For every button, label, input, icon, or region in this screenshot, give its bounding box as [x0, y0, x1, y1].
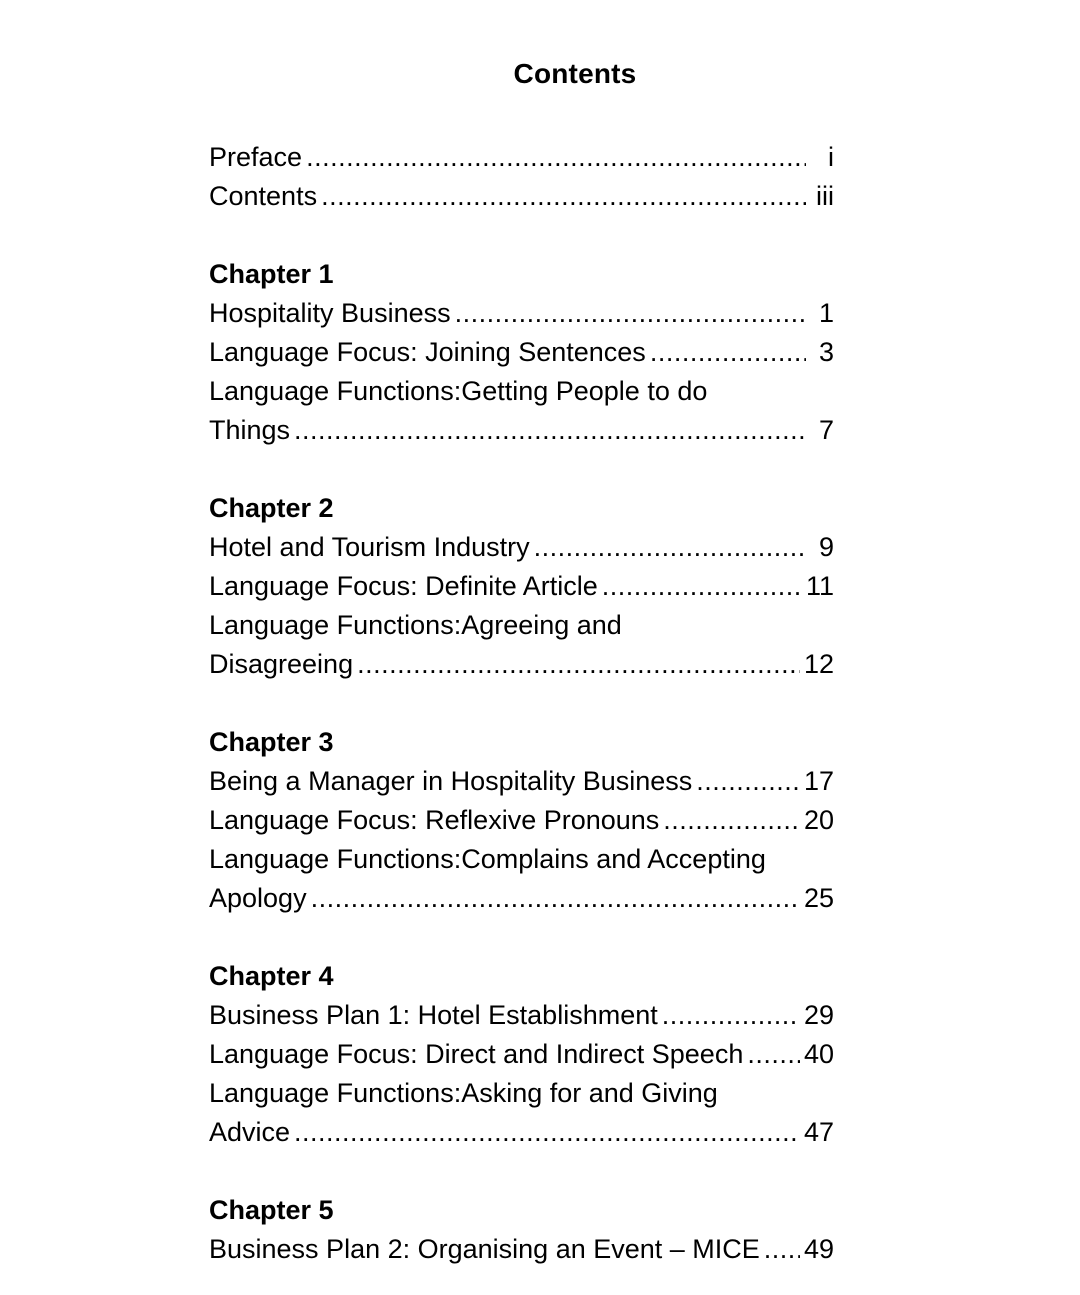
- toc-entry[interactable]: [209, 335, 834, 369]
- toc-entry-label: Language Focus: Joining Sentences: [209, 337, 646, 367]
- toc-entry[interactable]: [209, 296, 834, 330]
- toc-entry[interactable]: [209, 647, 834, 681]
- dot-leader: [663, 803, 800, 837]
- toc-entry-label: Language Focus: Direct and Indirect Speech: [209, 1039, 744, 1069]
- toc-entry-page: 3: [818, 337, 834, 367]
- toc-entry-page: 12: [803, 649, 834, 679]
- toc-entry-page: 20: [803, 805, 834, 835]
- chapter-heading: Chapter 5: [209, 1195, 334, 1225]
- dot-leader: [455, 296, 806, 330]
- toc-entry-page: 49: [803, 1234, 834, 1264]
- toc-entry[interactable]: [209, 1037, 834, 1071]
- dot-leader: [357, 647, 800, 681]
- chapter-heading: Chapter 4: [209, 961, 334, 991]
- toc-entry[interactable]: [209, 881, 834, 915]
- toc-entry-label: Things: [209, 415, 291, 445]
- dot-leader: [311, 881, 800, 915]
- toc-entry[interactable]: [209, 998, 834, 1032]
- dot-leader: [306, 140, 806, 174]
- toc-entry[interactable]: [209, 1232, 834, 1266]
- chapter-heading: Chapter 2: [209, 493, 334, 523]
- dot-leader: [602, 569, 802, 603]
- toc-entry-label: Being a Manager in Hospitality Business: [209, 766, 693, 796]
- toc-entry[interactable]: [209, 569, 834, 603]
- dot-leader: [321, 179, 806, 213]
- toc-entry-label: Language Focus: Reflexive Pronouns: [209, 805, 660, 835]
- toc-entry-page: i: [828, 142, 834, 172]
- toc-entry[interactable]: [209, 803, 834, 837]
- toc-entry-page: 40: [803, 1039, 834, 1069]
- toc-entry-page: iii: [816, 181, 834, 211]
- toc-entry-contents[interactable]: [209, 179, 834, 213]
- dot-leader: [534, 530, 806, 564]
- dot-leader: [662, 998, 800, 1032]
- toc-entry-page: 29: [803, 1000, 834, 1030]
- chapter-heading: Chapter 3: [209, 727, 334, 757]
- dot-leader: [294, 1115, 800, 1149]
- toc-entry-label: Apology: [209, 883, 307, 913]
- toc-entry-label: Contents: [209, 181, 318, 211]
- toc-entry-line1[interactable]: Language Functions:Agreeing and: [209, 610, 622, 640]
- toc-entry-label: Preface: [209, 142, 303, 172]
- toc-entry-label: Disagreeing: [209, 649, 354, 679]
- toc-entry-preface[interactable]: [209, 140, 834, 174]
- toc-entry-page: 25: [803, 883, 834, 913]
- toc-entry-page: 9: [818, 532, 834, 562]
- toc-entry-label: Advice: [209, 1117, 291, 1147]
- toc-entry-label: Business Plan 1: Hotel Establishment: [209, 1000, 658, 1030]
- toc-entry-line1[interactable]: Language Functions:Asking for and Giving: [209, 1078, 718, 1108]
- page-title: Contents: [513, 58, 637, 89]
- dot-leader: [764, 1232, 800, 1266]
- chapter-heading: Chapter 1: [209, 259, 334, 289]
- toc-entry[interactable]: [209, 1115, 834, 1149]
- toc-entry-label: Hotel and Tourism Industry: [209, 532, 530, 562]
- toc-entry[interactable]: [209, 530, 834, 564]
- toc-entry-line1[interactable]: Language Functions:Getting People to do: [209, 376, 708, 406]
- dot-leader: [650, 335, 806, 369]
- toc-entry-page: 1: [818, 298, 834, 328]
- dot-leader: [294, 413, 806, 447]
- toc-entry[interactable]: [209, 764, 834, 798]
- toc-entry[interactable]: [209, 413, 834, 447]
- toc-entry-label: Language Focus: Definite Article: [209, 571, 598, 601]
- toc-entry-label: Hospitality Business: [209, 298, 451, 328]
- toc-entry-page: 47: [803, 1117, 834, 1147]
- dot-leader: [696, 764, 800, 798]
- dot-leader: [747, 1037, 800, 1071]
- toc-entry-line1[interactable]: Language Functions:Complains and Accepting: [209, 844, 766, 874]
- toc-entry-page: 11: [805, 571, 834, 601]
- toc-entry-label: Business Plan 2: Organising an Event – MICE: [209, 1234, 760, 1264]
- toc-entry-page: 17: [803, 766, 834, 796]
- toc-entry-page: 7: [818, 415, 834, 445]
